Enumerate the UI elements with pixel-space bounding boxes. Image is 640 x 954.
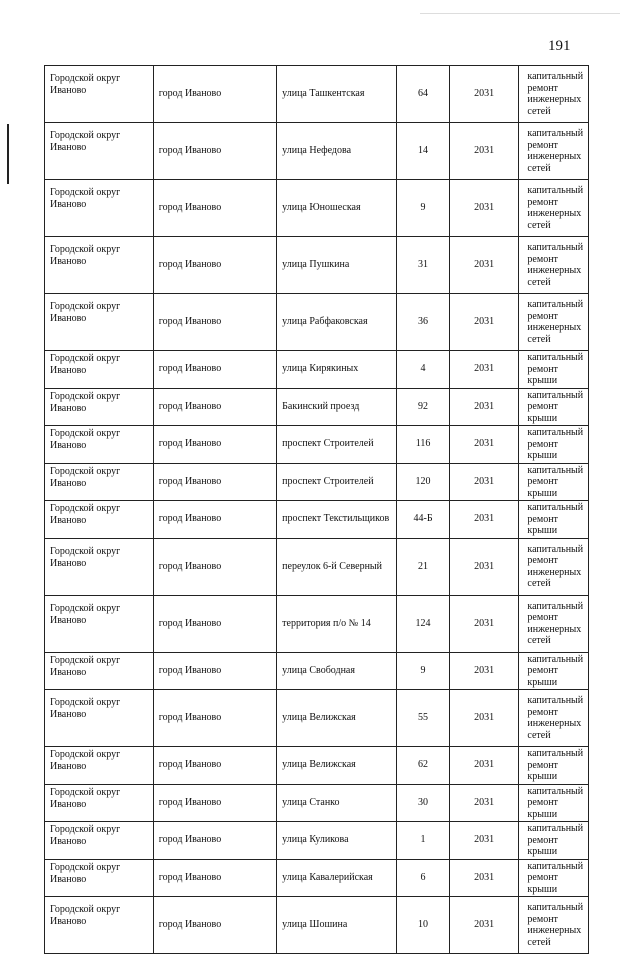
city-cell: город Иваново xyxy=(153,388,276,426)
table-row xyxy=(45,180,589,237)
city-cell: город Иваново xyxy=(153,463,276,501)
work-type-cell: капитальный ремонт крыши xyxy=(519,747,589,785)
work-type-cell: капитальный ремонт инженерных сетей xyxy=(519,690,589,747)
work-type-cell: капитальный ремонт крыши xyxy=(519,784,589,822)
year-cell: 2031 xyxy=(449,388,519,426)
table-row xyxy=(45,747,589,785)
house-number-cell: 4 xyxy=(397,351,450,389)
year-cell: 2031 xyxy=(449,897,519,954)
table-row xyxy=(45,897,589,954)
house-number-cell: 92 xyxy=(397,388,450,426)
year-cell: 2031 xyxy=(449,501,519,539)
table-row xyxy=(45,690,589,747)
municipal-district-cell: Городской округ Иваново xyxy=(45,123,154,180)
city-cell: город Иваново xyxy=(153,426,276,464)
house-number-cell: 116 xyxy=(397,426,450,464)
year-cell: 2031 xyxy=(449,859,519,897)
work-type-cell: капитальный ремонт инженерных сетей xyxy=(519,123,589,180)
municipal-district-cell: Городской округ Иваново xyxy=(45,652,154,690)
municipal-district-cell: Городской округ Иваново xyxy=(45,294,154,351)
work-type-cell: капитальный ремонт крыши xyxy=(519,859,589,897)
table-row xyxy=(45,123,589,180)
year-cell: 2031 xyxy=(449,426,519,464)
municipal-district-cell: Городской округ Иваново xyxy=(45,897,154,954)
municipal-district-cell: Городской округ Иваново xyxy=(45,66,154,123)
street-cell: улица Нефедова xyxy=(277,123,397,180)
work-type-cell: капитальный ремонт инженерных сетей xyxy=(519,595,589,652)
house-number-cell: 30 xyxy=(397,784,450,822)
street-cell: улица Рабфаковская xyxy=(277,294,397,351)
street-cell: проспект Текстильщиков xyxy=(277,501,397,539)
year-cell: 2031 xyxy=(449,784,519,822)
table-row xyxy=(45,595,589,652)
registry-table-body xyxy=(45,66,589,954)
scan-edge-mark xyxy=(7,124,9,184)
work-type-cell: капитальный ремонт инженерных сетей xyxy=(519,180,589,237)
street-cell: улица Куликова xyxy=(277,822,397,860)
work-type-cell: капитальный ремонт крыши xyxy=(519,822,589,860)
street-cell: улица Кавалерийская xyxy=(277,859,397,897)
municipal-district-cell: Городской округ Иваново xyxy=(45,501,154,539)
municipal-district-cell: Городской округ Иваново xyxy=(45,595,154,652)
city-cell: город Иваново xyxy=(153,595,276,652)
street-cell: улица Станко xyxy=(277,784,397,822)
table-row xyxy=(45,652,589,690)
year-cell: 2031 xyxy=(449,237,519,294)
year-cell: 2031 xyxy=(449,66,519,123)
table-row xyxy=(45,388,589,426)
street-cell: проспект Строителей xyxy=(277,463,397,501)
scan-top-mark xyxy=(420,13,620,14)
municipal-district-cell: Городской округ Иваново xyxy=(45,538,154,595)
table-row xyxy=(45,538,589,595)
table-row xyxy=(45,294,589,351)
house-number-cell: 31 xyxy=(397,237,450,294)
municipal-district-cell: Городской округ Иваново xyxy=(45,859,154,897)
work-type-cell: капитальный ремонт инженерных сетей xyxy=(519,237,589,294)
city-cell: город Иваново xyxy=(153,180,276,237)
house-number-cell: 1 xyxy=(397,822,450,860)
house-number-cell: 124 xyxy=(397,595,450,652)
year-cell: 2031 xyxy=(449,351,519,389)
registry-table xyxy=(44,65,589,954)
work-type-cell: капитальный ремонт инженерных сетей xyxy=(519,538,589,595)
city-cell: город Иваново xyxy=(153,897,276,954)
house-number-cell: 62 xyxy=(397,747,450,785)
table-row xyxy=(45,426,589,464)
year-cell: 2031 xyxy=(449,747,519,785)
city-cell: город Иваново xyxy=(153,351,276,389)
city-cell: город Иваново xyxy=(153,747,276,785)
year-cell: 2031 xyxy=(449,123,519,180)
work-type-cell: капитальный ремонт инженерных сетей xyxy=(519,294,589,351)
municipal-district-cell: Городской округ Иваново xyxy=(45,747,154,785)
work-type-cell: капитальный ремонт крыши xyxy=(519,388,589,426)
street-cell: улица Ташкентская xyxy=(277,66,397,123)
city-cell: город Иваново xyxy=(153,859,276,897)
table-row xyxy=(45,351,589,389)
municipal-district-cell: Городской округ Иваново xyxy=(45,822,154,860)
table-row xyxy=(45,237,589,294)
work-type-cell: капитальный ремонт крыши xyxy=(519,652,589,690)
house-number-cell: 120 xyxy=(397,463,450,501)
city-cell: город Иваново xyxy=(153,66,276,123)
city-cell: город Иваново xyxy=(153,822,276,860)
street-cell: улица Велижская xyxy=(277,747,397,785)
house-number-cell: 6 xyxy=(397,859,450,897)
house-number-cell: 21 xyxy=(397,538,450,595)
municipal-district-cell: Городской округ Иваново xyxy=(45,237,154,294)
house-number-cell: 14 xyxy=(397,123,450,180)
street-cell: улица Велижская xyxy=(277,690,397,747)
year-cell: 2031 xyxy=(449,595,519,652)
municipal-district-cell: Городской округ Иваново xyxy=(45,351,154,389)
work-type-cell: капитальный ремонт инженерных сетей xyxy=(519,66,589,123)
street-cell: улица Кирякиных xyxy=(277,351,397,389)
house-number-cell: 64 xyxy=(397,66,450,123)
street-cell: улица Шошина xyxy=(277,897,397,954)
city-cell: город Иваново xyxy=(153,237,276,294)
year-cell: 2031 xyxy=(449,690,519,747)
table-row xyxy=(45,66,589,123)
street-cell: улица Юношеская xyxy=(277,180,397,237)
city-cell: город Иваново xyxy=(153,690,276,747)
street-cell: переулок 6-й Северный xyxy=(277,538,397,595)
street-cell: улица Пушкина xyxy=(277,237,397,294)
table-row xyxy=(45,822,589,860)
year-cell: 2031 xyxy=(449,822,519,860)
year-cell: 2031 xyxy=(449,463,519,501)
work-type-cell: капитальный ремонт инженерных сетей xyxy=(519,897,589,954)
municipal-district-cell: Городской округ Иваново xyxy=(45,690,154,747)
house-number-cell: 9 xyxy=(397,652,450,690)
work-type-cell: капитальный ремонт крыши xyxy=(519,426,589,464)
street-cell: территория п/о № 14 xyxy=(277,595,397,652)
city-cell: город Иваново xyxy=(153,538,276,595)
city-cell: город Иваново xyxy=(153,123,276,180)
year-cell: 2031 xyxy=(449,294,519,351)
municipal-district-cell: Городской округ Иваново xyxy=(45,180,154,237)
municipal-district-cell: Городской округ Иваново xyxy=(45,784,154,822)
year-cell: 2031 xyxy=(449,538,519,595)
city-cell: город Иваново xyxy=(153,294,276,351)
year-cell: 2031 xyxy=(449,652,519,690)
municipal-district-cell: Городской округ Иваново xyxy=(45,388,154,426)
table-row xyxy=(45,463,589,501)
house-number-cell: 10 xyxy=(397,897,450,954)
city-cell: город Иваново xyxy=(153,784,276,822)
page-number: 191 xyxy=(548,38,571,54)
street-cell: улица Свободная xyxy=(277,652,397,690)
work-type-cell: капитальный ремонт крыши xyxy=(519,463,589,501)
municipal-district-cell: Городской округ Иваново xyxy=(45,463,154,501)
house-number-cell: 9 xyxy=(397,180,450,237)
municipal-district-cell: Городской округ Иваново xyxy=(45,426,154,464)
table-row xyxy=(45,501,589,539)
street-cell: Бакинский проезд xyxy=(277,388,397,426)
street-cell: проспект Строителей xyxy=(277,426,397,464)
work-type-cell: капитальный ремонт крыши xyxy=(519,501,589,539)
house-number-cell: 55 xyxy=(397,690,450,747)
house-number-cell: 44-Б xyxy=(397,501,450,539)
city-cell: город Иваново xyxy=(153,652,276,690)
table-row xyxy=(45,859,589,897)
house-number-cell: 36 xyxy=(397,294,450,351)
table-row xyxy=(45,784,589,822)
work-type-cell: капитальный ремонт крыши xyxy=(519,351,589,389)
city-cell: город Иваново xyxy=(153,501,276,539)
year-cell: 2031 xyxy=(449,180,519,237)
